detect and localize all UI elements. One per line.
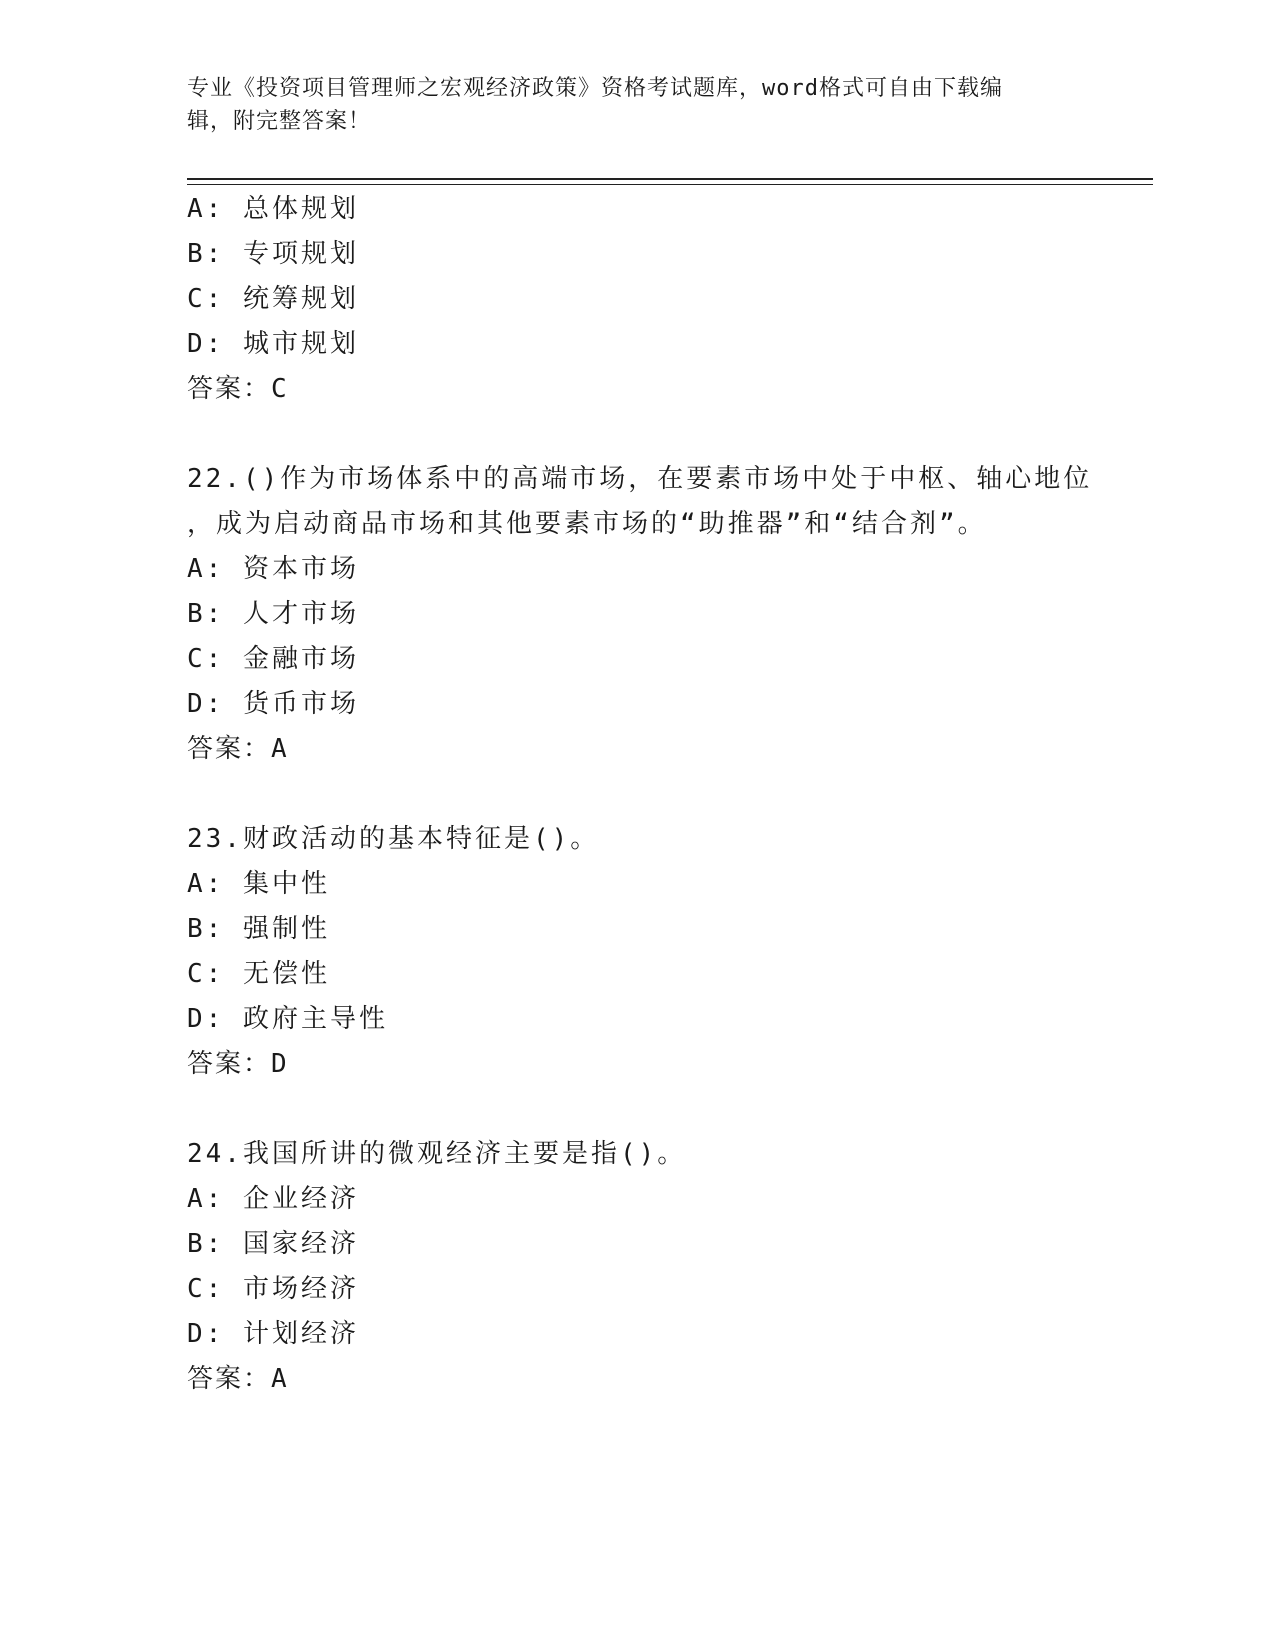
answer-line: 答案：A xyxy=(187,1364,289,1394)
header-divider-thick xyxy=(187,178,1153,180)
header-divider-thin xyxy=(187,184,1153,185)
option-line: D: 政府主导性 xyxy=(187,1004,388,1034)
option-line: B: 专项规划 xyxy=(187,239,359,269)
document-header xyxy=(187,72,1067,138)
option-line: A: 企业经济 xyxy=(187,1184,359,1214)
option-line: C: 金融市场 xyxy=(187,644,359,674)
answer-line: 答案：C xyxy=(187,374,289,404)
option-line: D: 货币市场 xyxy=(187,689,359,719)
option-line: D: 计划经济 xyxy=(187,1319,359,1349)
question-line: ，成为启动商品市场和其他要素市场的“助推器”和“结合剂”。 xyxy=(187,509,987,539)
question-line: 23.财政活动的基本特征是()。 xyxy=(187,824,600,854)
option-line: A: 总体规划 xyxy=(187,194,359,224)
option-line: B: 人才市场 xyxy=(187,599,359,629)
option-line: D: 城市规划 xyxy=(187,329,359,359)
answer-line: 答案：A xyxy=(187,734,289,764)
question-line: 22.()作为市场体系中的高端市场，在要素市场中处于中枢、轴心地位 xyxy=(187,464,1093,494)
answer-line: 答案：D xyxy=(187,1049,289,1079)
option-line: C: 无偿性 xyxy=(187,959,330,989)
option-line: C: 市场经济 xyxy=(187,1274,359,1304)
option-line: C: 统筹规划 xyxy=(187,284,359,314)
question-line: 24.我国所讲的微观经济主要是指()。 xyxy=(187,1139,687,1169)
option-line: A: 集中性 xyxy=(187,869,330,899)
option-line: A: 资本市场 xyxy=(187,554,359,584)
header-line-2: 辑，附完整答案！ xyxy=(187,109,372,134)
option-line: B: 强制性 xyxy=(187,914,330,944)
option-line: B: 国家经济 xyxy=(187,1229,359,1259)
header-line-1: 专业《投资项目管理师之宏观经济政策》资格考试题库，word格式可自由下载编 xyxy=(187,76,1003,101)
